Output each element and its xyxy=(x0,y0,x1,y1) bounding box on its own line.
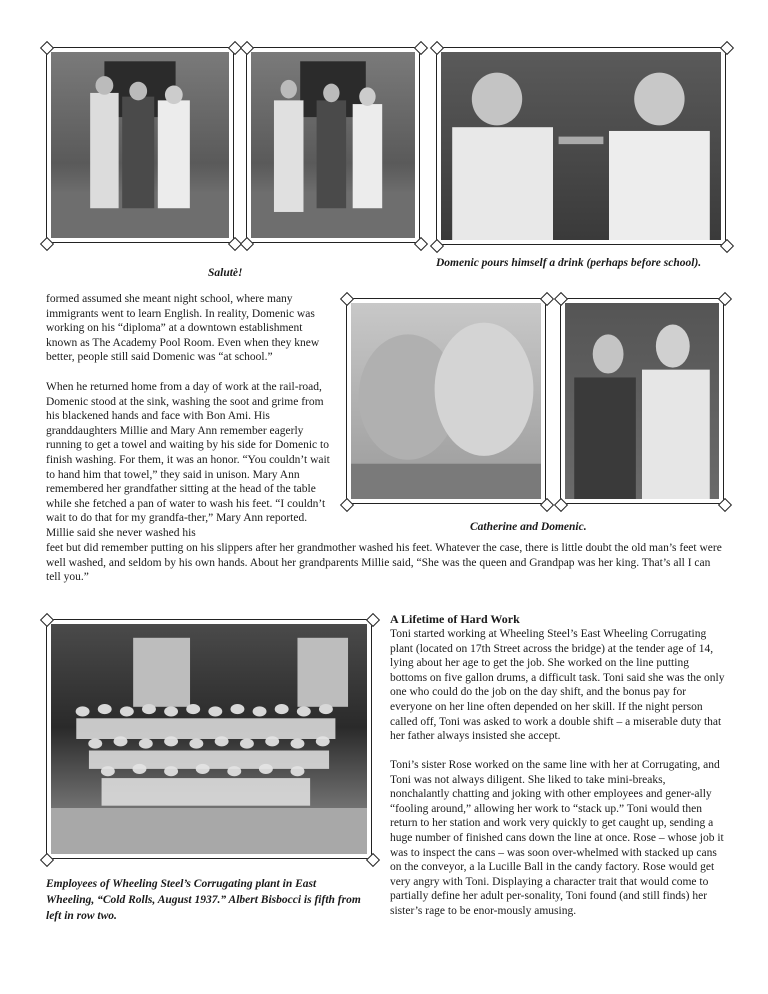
frame-corner-ornament xyxy=(366,853,378,865)
frame-corner-ornament xyxy=(40,237,52,249)
frame-corner-ornament xyxy=(540,292,552,304)
frame-corner-ornament xyxy=(340,498,352,510)
frame-corner-ornament xyxy=(720,239,732,251)
frame-corner-ornament xyxy=(40,853,52,865)
caption-workers: Employees of Wheeling Steel’s Corrugating plant in East Wheeling, “Cold Rolls, August 1937.” Albert Bisbocci is fifth from left in row two. xyxy=(46,878,361,922)
photo-workers xyxy=(46,619,372,859)
photo-couple-closeup xyxy=(346,298,546,504)
frame-corner-ornament xyxy=(540,498,552,510)
frame-corner-ornament xyxy=(366,613,378,625)
frame-corner-ornament xyxy=(430,239,442,251)
frame-corner-ornament xyxy=(414,41,426,53)
photo-couple-seated xyxy=(560,298,724,504)
frame-corner-ornament xyxy=(228,41,240,53)
body-paragraph: Toni’s sister Rose worked on the same line with her at Corrugating, and Toni was not always diligent. She liked to take mini-breaks, nonchalantly chatting and joking with other employees and gener-ally “fooling around,” allowing her work to “stack up.” Toni would then return to her station and work very quickly to get caught up, sending a huge number of finished cans down the line at once. Rose – whose job it was to inspect the cans – was soon over-whelmed with stacked up cans on the conveyor, a la Lucille Ball in the candy factory. Rose would get very angry with Toni. Displaying a character trait that would come to partially define her adult per-sonality, Toni found (and still finds) her sister’s rage to be enor-mously amusing. xyxy=(390,759,724,917)
caption-pour: Domenic pours himself a drink (perhaps before school). xyxy=(436,257,702,269)
frame-corner-ornament xyxy=(240,237,252,249)
body-paragraph: feet but did remember putting on his slippers after her grandmother washed his feet. Whatever the case, there is little doubt the old man’s feet were well washed, and seldom by his own hands. About her grandparents Millie said, “She was the queen and Grandpap was her king. That’s all I can tell you.” xyxy=(46,542,722,584)
body-paragraph: When he returned home from a day of work at the rail-road, Domenic stood at the sink, washing the soot and grime from his blackened hands and face with Bon Ami. His granddaughters Millie and Mary Ann remember eagerly running to get a towel and waiting by his side for Domenic to finish washing. For them, it was an honor. “You couldn’t wait to hand him that towel,” they said in unison. Mary Ann remembered her grandfather sitting at the head of the table while she fetched a pan of water to wash his feet. “I couldn’t wait to do that for my grandfa-ther,” Mary Ann reported. Millie said she never washed his xyxy=(46,381,330,539)
photo-salute-right xyxy=(246,47,420,243)
frame-corner-ornament xyxy=(228,237,240,249)
frame-corner-ornament xyxy=(414,237,426,249)
frame-corner-ornament xyxy=(720,41,732,53)
photo-pour-drink xyxy=(436,47,726,245)
body-paragraph: Toni started working at Wheeling Steel’s East Wheeling Corrugating plant (located on 17th Street across the bridge) at the tender age of 14, lying about her age to get the job. She worked on the line putting bottoms on five gallon drums, a difficult task. Toni said she was the only one who could do the job on the day shift, and the bonus pay for everyone on her line often depended on her skill. If the night person called off, Toni was asked to work a double shift – a miserable duty that her father always insisted she accept. xyxy=(390,628,725,743)
frame-corner-ornament xyxy=(554,498,566,510)
section-heading: A Lifetime of Hard Work xyxy=(390,612,520,626)
caption-couple: Catherine and Domenic. xyxy=(470,521,587,533)
frame-corner-ornament xyxy=(718,498,730,510)
caption-salute: Salutè! xyxy=(208,267,243,279)
photo-salute-left xyxy=(46,47,234,243)
body-paragraph: formed assumed she meant night school, where many immigrants went to learn English. In reality, Domenic was working on his “diploma” at a downtown establishment known as The Academy Pool Room. Even when they knew better, people still said Domenic was “at school.” xyxy=(46,293,320,364)
frame-corner-ornament xyxy=(718,292,730,304)
